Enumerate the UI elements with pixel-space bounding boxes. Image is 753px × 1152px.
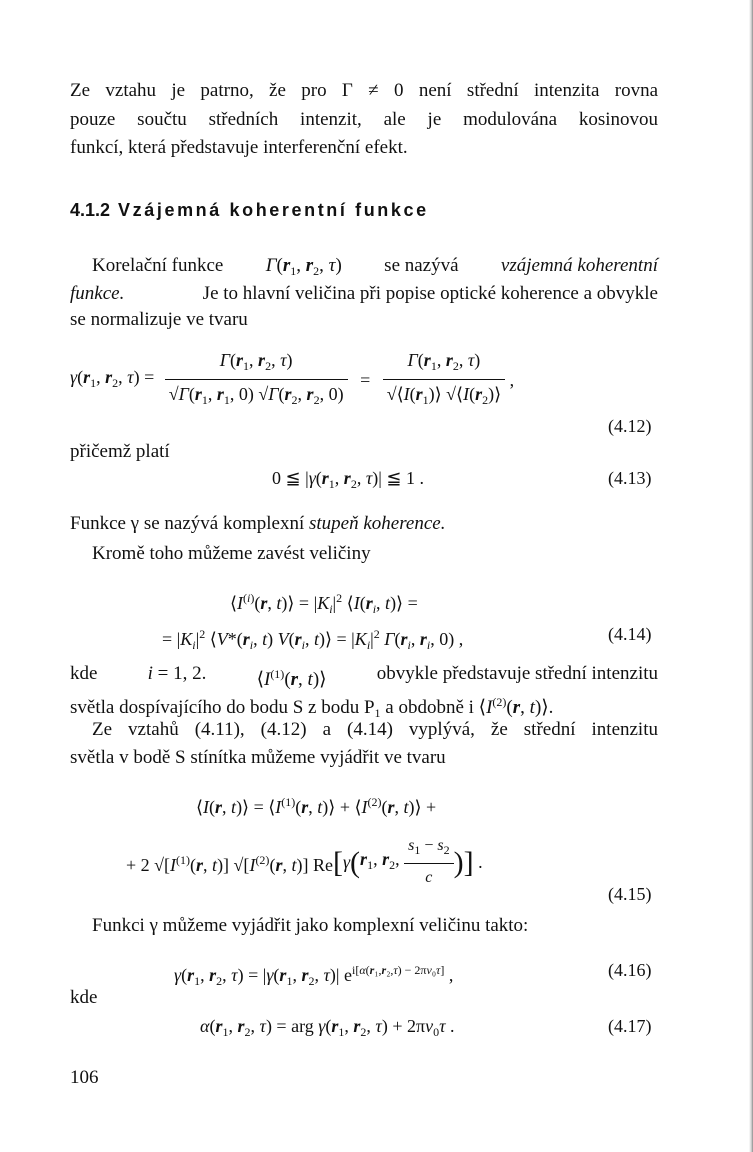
section-number: 4.1.2 xyxy=(70,200,111,220)
p2-rest: Je to hlavní veličina při popise optické koherence a obvykle xyxy=(202,283,658,304)
paragraph-1-line-1: Ze vztahu je patrno, že pro Γ ≠ 0 není střední intenzita rovna xyxy=(70,80,658,101)
paragraph-6-line-2: světla v bodě S stínítka můžeme vyjádřit ve tvaru xyxy=(70,747,446,768)
section-heading xyxy=(70,200,429,221)
equation-number-4-16: (4.16) xyxy=(608,960,652,980)
paragraph-1-line-2: pouze součtu středních intenzit, ale je modulována kosinovou xyxy=(70,109,658,130)
equation-4-14-line-2: = $|K_i|^2$ $⟨V*(r_i$, t) $V(r_i$, t)⟩ = $|K_i|^2$ $\Gamma(r_i$, $r_i$, 0) , xyxy=(162,627,464,652)
equation-4-15-line-1: ⟨I(r, t)⟩ = $⟨I^{(1)}(r$, t)⟩ + $⟨I^{(2)}(r$, t)⟩ + xyxy=(196,795,437,817)
equation-4-17: $\alpha(r_1$, $r_2$, τ) = arg $\gamma(r_1$, $r_2$, $\tau) + 2\pi\nu_0\tau$ . xyxy=(200,1016,455,1039)
p2-term: vzájemná koherentní xyxy=(500,255,658,276)
p2-term-2: funkce. xyxy=(70,283,125,304)
equation-number-4-13: (4.13) xyxy=(608,468,652,488)
p2-gamma-expr: $\Gamma(r_1$, $r_2$, τ) xyxy=(265,255,342,278)
equation-4-15-line-2: + 2 $√[I^{(1)}(r$, t)] $√[I^{(2)}(r$, t)] $Re[\gamma(r_1$, $r_2$, $\frac{s_1 - s_2}{c}$ )] . xyxy=(126,834,483,890)
equation-4-16: $\gamma(r_1$, $r_2$, $\tau) = |\gamma(r_1$, $r_2$, τ)| $e^{i[\alpha(r_1,r_2,\tau) - 2\pi\nu_0\tau]}$ , xyxy=(174,963,454,988)
p3-term: stupeň koherence. xyxy=(308,513,446,534)
paragraph-1-line-3: funkcí, která představuje interferenční efekt. xyxy=(70,137,408,158)
p5-i-expr: i = 1, 2. xyxy=(147,663,207,684)
paragraph-2-line-1 xyxy=(92,254,658,283)
text-pricemz-plati: přičemž platí xyxy=(70,441,170,462)
equation-number-4-17: (4.17) xyxy=(608,1016,652,1036)
p3-start: Funkce γ se nazývá komplexní xyxy=(70,513,305,534)
equation-4-12: $\gamma(r_1$, $r_2$, τ) = $\frac{\Gamma(r_1, r_2, \tau)}{√\Gamma(r_1, r_1, 0) √\Gamma(r_2, r_2, 0)}$ = $\frac{\Gamma(r_1, r_2, \tau)}{√⟨I(r_1)⟩ √⟨I(r_2)⟩}$ , xyxy=(70,348,514,412)
paragraph-5-line-1 xyxy=(70,662,658,692)
p5-line2-start: světla dospívajícího do bodu S z bodu P xyxy=(70,697,375,718)
equation-4-14-line-1: $⟨I^{(i)}(r$, t)⟩ = $|K_i|^2$ $⟨I(r_i$, t)⟩ = xyxy=(230,591,418,616)
p5-line2-rest: a obdobně i xyxy=(385,697,474,718)
paragraph-4: Kromě toho můžeme zavést veličiny xyxy=(92,543,371,564)
equation-4-13: 0 ≦ $|\gamma(r_1$, $r_2$, τ)| ≦ 1 . xyxy=(272,468,424,491)
paragraph-2-line-2 xyxy=(70,282,658,306)
paragraph-7: Funkci γ můžeme vyjádřit jako komplexní veličinu takto: xyxy=(92,915,529,936)
section-title: Vzájemná koherentní funkce xyxy=(118,200,429,220)
p5-rest: obvykle představuje střední intenzitu xyxy=(376,663,658,684)
p2-mid: se nazývá xyxy=(384,255,459,276)
paragraph-5-line-2: světla dospívajícího do bodu S z bodu $P_1$ a obdobně i $⟨I^{(2)}(r$, t)⟩. xyxy=(70,695,554,720)
p2-start: Korelační funkce xyxy=(92,255,224,276)
paragraph-2-line-3: se normalizuje ve tvaru xyxy=(70,309,248,330)
p5-kde: kde xyxy=(70,663,98,684)
text-kde: kde xyxy=(70,987,98,1008)
page-number: 106 xyxy=(70,1067,99,1088)
p5-intensity-expr: $⟨I^{(1)}(r$, t)⟩ xyxy=(256,667,327,690)
paragraph-6-line-1: Ze vztahů (4.11), (4.12) a (4.14) vyplývá, že střední intenzitu xyxy=(92,719,658,740)
equation-number-4-12: (4.12) xyxy=(608,416,652,436)
scan-edge-shadow xyxy=(749,0,753,1152)
equation-number-4-14: (4.14) xyxy=(608,624,652,644)
paragraph-3 xyxy=(70,512,445,536)
equation-number-4-15: (4.15) xyxy=(608,884,652,904)
